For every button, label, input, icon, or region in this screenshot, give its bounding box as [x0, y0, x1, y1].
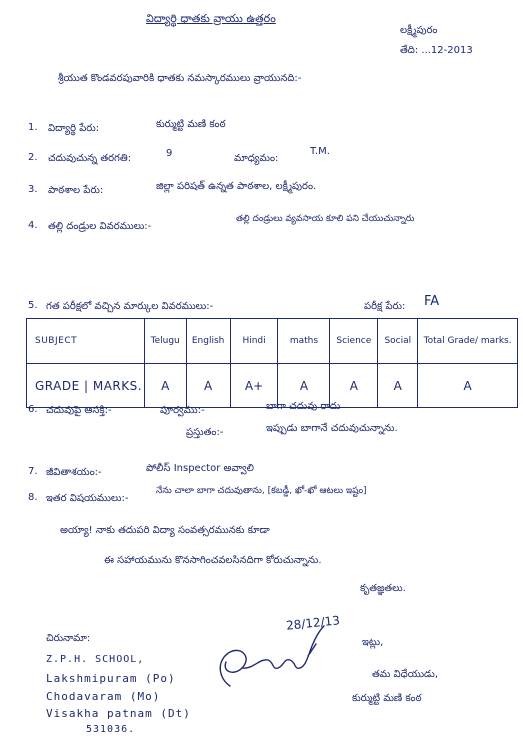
grade-telugu: A: [144, 364, 186, 408]
header-social: Social: [378, 319, 418, 364]
header-maths: maths: [278, 319, 330, 364]
grade-maths: A: [278, 364, 330, 408]
address-line-3: Chodavaram (Mo): [46, 690, 161, 703]
present-value: ఇప్పుడు బాగానే చదువుచున్నాను.: [266, 423, 398, 434]
body-line-2: ఈ సహాయమును కొనసాగించవలసినదిగా కోరుచున్నాను.: [104, 555, 322, 566]
field-4-label: తల్లి దండ్రుల వివరములు:-: [48, 221, 152, 232]
exam-value: FA: [424, 294, 440, 309]
field-7-num: 7.: [28, 466, 38, 477]
field-1-value: కుర్ముట్టి మణి కంఠ: [156, 119, 226, 130]
header-telugu: Telugu: [144, 319, 186, 364]
field-2-label2: మాధ్యమం:: [234, 153, 279, 164]
field-3-num: 3.: [28, 184, 38, 195]
header-science: Science: [330, 319, 378, 364]
address-line-2: Lakshmipuram (Po): [46, 672, 176, 685]
exam-label: పరీక్ష పేరు:: [364, 301, 406, 312]
address-heading: చిరునామా:: [46, 633, 91, 644]
field-2-label: చదువుచున్న తరగతి:: [48, 153, 132, 164]
field-3-label: పాఠశాల పేరు:: [48, 185, 104, 196]
place: లక్ష్మీపురం: [400, 25, 438, 36]
field-1-label: విద్యార్థి పేరు:: [48, 123, 100, 134]
grade-hindi: A+: [230, 364, 278, 408]
field-2-num: 2.: [28, 152, 38, 163]
field-7-label: జీవితాశయం:-: [46, 467, 102, 478]
grade-science: A: [330, 364, 378, 408]
field-8-value: నేను చాలా బాగా చదువుతాను, [కబడ్డీ, ఖో-ఖో ఆటలు ఇష్టం]: [156, 486, 367, 496]
field-8-label: ఇతర విషయములు:-: [46, 493, 129, 504]
field-2-value2: T.M.: [310, 146, 330, 157]
grade-social: A: [378, 364, 418, 408]
address-line-5: 531036.: [86, 724, 136, 735]
field-6-label: చదువుపై ఆసక్తి:-: [46, 405, 112, 416]
address-line-1: Z.P.H. SCHOOL,: [46, 654, 145, 665]
present-label: ప్రస్తుతం:-: [186, 427, 224, 438]
field-5-num: 5.: [28, 300, 38, 311]
grades-table: [26, 318, 518, 408]
header-subject: SUBJECT: [27, 319, 145, 364]
field-5-label: గత పరీక్షలో వచ్చిన మార్కుల వివరములు:-: [46, 301, 214, 312]
body-line-1: అయ్యా! నాకు తదుపరి విద్యా సంవత్సరమునకు కూడా: [60, 525, 270, 536]
header-hindi: Hindi: [230, 319, 278, 364]
letter-title: విద్యార్థి ధాతకు వ్రాయు ఉత్తరం: [146, 12, 276, 25]
closing-line-3: కుర్ముట్టి మణి కంఠ: [352, 693, 422, 704]
date: తేది: ...12-2013: [400, 45, 473, 56]
past-label: పూర్వము:-: [160, 405, 205, 416]
closing-line-1: ఇట్లు,: [362, 637, 384, 648]
field-4-value: తల్లి దండ్రులు వ్యవసాయ కూలి పని చేయుచున్నారు: [236, 214, 415, 224]
grade-english: A: [186, 364, 230, 408]
past-value: బాగా చదువు రాదు: [266, 401, 341, 412]
address-line-4: Visakha patnam (Dt): [46, 707, 191, 720]
field-1-num: 1.: [28, 122, 38, 133]
salutation: శ్రీయుత కొండవరపువారికి ధాతకు నమస్కారములు వ్రాయునది:-: [58, 73, 302, 84]
row-label: GRADE | MARKS.: [27, 364, 145, 408]
closing-line-2: తమ విధేయుడు,: [372, 669, 439, 680]
grades-table-wrap: [26, 318, 518, 408]
table-header-row: [27, 319, 518, 364]
field-8-num: 8.: [28, 492, 38, 503]
field-2-value: 9: [166, 148, 173, 159]
field-4-num: 4.: [28, 220, 38, 231]
body-line-3: కృతజ్ఞతలు.: [360, 583, 406, 594]
field-3-value: జిల్లా పరిషత్ ఉన్నత పాఠశాల, లక్ష్మీపురం.: [156, 181, 317, 192]
header-total: Total Grade/ marks.: [418, 319, 518, 364]
field-7-value: పోలీస్ Inspector అవ్వాలి: [146, 463, 254, 474]
header-english: English: [186, 319, 230, 364]
grade-total: A: [418, 364, 518, 408]
signature-date: 28/12/13: [285, 613, 341, 633]
field-6-num: 6.: [28, 404, 38, 415]
